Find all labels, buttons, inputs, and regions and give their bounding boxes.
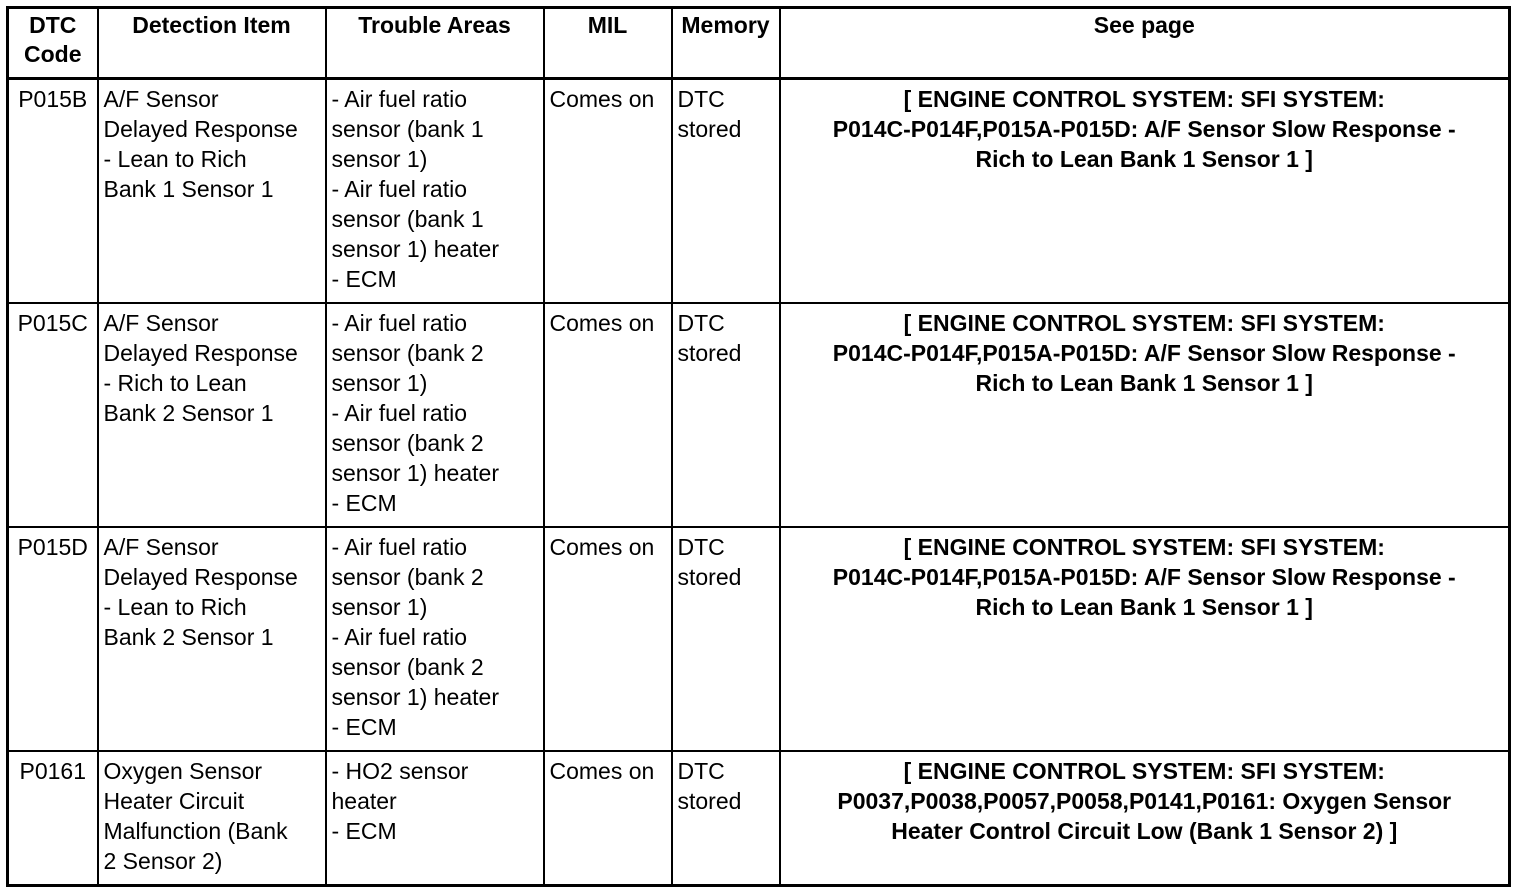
detection-item-line: A/F Sensor — [103, 534, 219, 560]
detection-item-line: 2 Sensor 2) — [103, 848, 223, 874]
trouble-area-line: - Air fuel ratio — [331, 176, 467, 202]
table-row — [8, 527, 1510, 751]
trouble-area-line: - Air fuel ratio — [331, 86, 467, 112]
detection-item-line: Delayed Response — [103, 340, 298, 366]
detection-item-line: Delayed Response — [103, 116, 298, 142]
header-detection-item: Detection Item — [98, 8, 326, 79]
memory-line: DTC — [677, 310, 725, 336]
trouble-area-line: sensor 1) heater — [331, 236, 499, 262]
trouble-areas-cell — [326, 303, 544, 527]
detection-item-cell — [98, 303, 326, 527]
mil-cell: Comes on — [544, 527, 672, 751]
table-row — [8, 751, 1510, 886]
dtc-code-cell: P015B — [8, 79, 98, 304]
memory-line: stored — [677, 788, 742, 814]
see-page-line: P014C-P014F,P015A-P015D: A/F Sensor Slow Response - — [832, 116, 1456, 142]
memory-line: stored — [677, 564, 742, 590]
trouble-area-line: sensor 1) — [331, 370, 428, 396]
detection-item-line: A/F Sensor — [103, 310, 219, 336]
trouble-areas-cell — [326, 79, 544, 304]
memory-line: stored — [677, 116, 742, 142]
memory-cell — [672, 303, 780, 527]
see-page-line: P0037,P0038,P0057,P0058,P0141,P0161: Oxygen Sensor — [837, 788, 1452, 814]
detection-item-cell — [98, 527, 326, 751]
detection-item-cell — [98, 79, 326, 304]
see-page-line: Heater Control Circuit Low (Bank 1 Sensor 2) ] — [891, 818, 1398, 844]
detection-item-line: Delayed Response — [103, 564, 298, 590]
trouble-area-line: sensor (bank 2 — [331, 654, 484, 680]
table-row — [8, 79, 1510, 304]
header-trouble-areas: Trouble Areas — [326, 8, 544, 79]
memory-line: DTC — [677, 534, 725, 560]
memory-cell — [672, 751, 780, 886]
trouble-area-line: sensor 1) heater — [331, 460, 499, 486]
header-see-page: See page — [780, 8, 1510, 79]
mil-cell: Comes on — [544, 303, 672, 527]
detection-item-cell — [98, 751, 326, 886]
trouble-area-line: - ECM — [331, 714, 397, 740]
memory-line: stored — [677, 340, 742, 366]
see-page-line: [ ENGINE CONTROL SYSTEM: SFI SYSTEM: — [903, 86, 1385, 112]
header-mil: MIL — [544, 8, 672, 79]
dtc-code-cell: P015C — [8, 303, 98, 527]
detection-item-line: Oxygen Sensor — [103, 758, 263, 784]
detection-item-line: - Rich to Lean — [103, 370, 247, 396]
trouble-area-line: sensor (bank 2 — [331, 430, 484, 456]
see-page-line: P014C-P014F,P015A-P015D: A/F Sensor Slow Response - — [832, 564, 1456, 590]
table-row — [8, 303, 1510, 527]
see-page-line: Rich to Lean Bank 1 Sensor 1 ] — [975, 146, 1313, 172]
mil-cell: Comes on — [544, 751, 672, 886]
trouble-area-line: - ECM — [331, 266, 397, 292]
trouble-area-line: - ECM — [331, 818, 397, 844]
trouble-area-line: - ECM — [331, 490, 397, 516]
mil-cell: Comes on — [544, 79, 672, 304]
dtc-table — [6, 6, 1511, 887]
memory-line: DTC — [677, 86, 725, 112]
trouble-areas-cell — [326, 751, 544, 886]
trouble-area-line: heater — [331, 788, 397, 814]
see-page-line: Rich to Lean Bank 1 Sensor 1 ] — [975, 370, 1313, 396]
see-page-line: P014C-P014F,P015A-P015D: A/F Sensor Slow Response - — [832, 340, 1456, 366]
trouble-area-line: sensor (bank 1 — [331, 206, 484, 232]
detection-item-line: Bank 2 Sensor 1 — [103, 624, 274, 650]
see-page-line: Rich to Lean Bank 1 Sensor 1 ] — [975, 594, 1313, 620]
see-page-link[interactable] — [780, 79, 1510, 304]
trouble-area-line: sensor 1) — [331, 594, 428, 620]
trouble-area-line: sensor (bank 1 — [331, 116, 484, 142]
trouble-area-line: - Air fuel ratio — [331, 534, 467, 560]
detection-item-line: - Lean to Rich — [103, 594, 247, 620]
detection-item-line: Bank 1 Sensor 1 — [103, 176, 274, 202]
header-row — [8, 8, 1510, 79]
see-page-line: [ ENGINE CONTROL SYSTEM: SFI SYSTEM: — [903, 310, 1385, 336]
trouble-area-line: - HO2 sensor — [331, 758, 469, 784]
trouble-area-line: sensor (bank 2 — [331, 564, 484, 590]
see-page-link[interactable] — [780, 751, 1510, 886]
detection-item-line: A/F Sensor — [103, 86, 219, 112]
dtc-code-cell: P015D — [8, 527, 98, 751]
trouble-area-line: - Air fuel ratio — [331, 400, 467, 426]
trouble-area-line: sensor 1) — [331, 146, 428, 172]
trouble-area-line: sensor (bank 2 — [331, 340, 484, 366]
detection-item-line: Malfunction (Bank — [103, 818, 288, 844]
header-dtc-code-line: Code — [24, 41, 82, 67]
header-memory: Memory — [672, 8, 780, 79]
detection-item-line: Bank 2 Sensor 1 — [103, 400, 274, 426]
memory-cell — [672, 527, 780, 751]
see-page-line: [ ENGINE CONTROL SYSTEM: SFI SYSTEM: — [903, 534, 1385, 560]
see-page-link[interactable] — [780, 303, 1510, 527]
memory-cell — [672, 79, 780, 304]
detection-item-line: Heater Circuit — [103, 788, 245, 814]
trouble-area-line: sensor 1) heater — [331, 684, 499, 710]
header-dtc-code — [8, 8, 98, 79]
header-dtc-code-line: DTC — [29, 12, 77, 38]
detection-item-line: - Lean to Rich — [103, 146, 247, 172]
trouble-area-line: - Air fuel ratio — [331, 310, 467, 336]
trouble-area-line: - Air fuel ratio — [331, 624, 467, 650]
dtc-code-cell: P0161 — [8, 751, 98, 886]
memory-line: DTC — [677, 758, 725, 784]
see-page-link[interactable] — [780, 527, 1510, 751]
see-page-line: [ ENGINE CONTROL SYSTEM: SFI SYSTEM: — [903, 758, 1385, 784]
trouble-areas-cell — [326, 527, 544, 751]
